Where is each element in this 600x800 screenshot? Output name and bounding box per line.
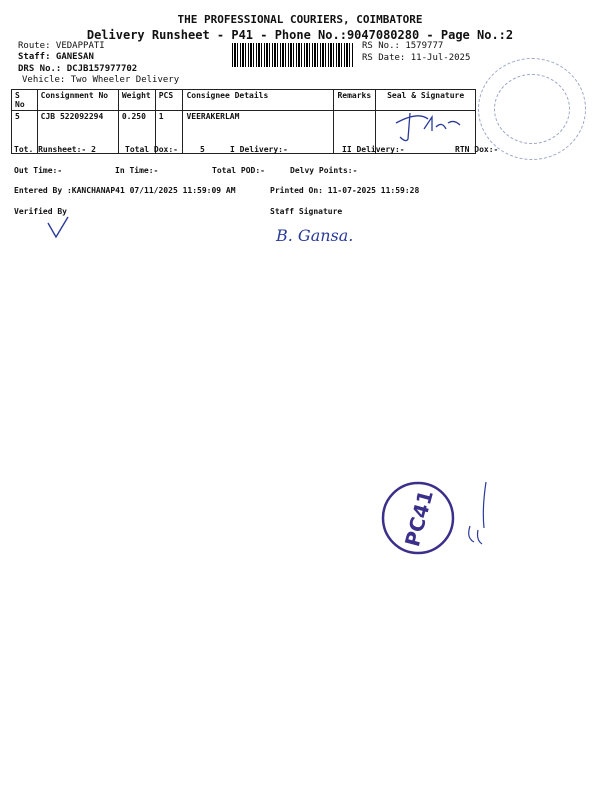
drs-number: DRS No.: DCJB157977702 xyxy=(18,64,138,74)
tot-runsheet: Tot. Runsheet:- 2 xyxy=(14,145,96,154)
total-dox-label: Total Dox:- xyxy=(125,145,178,154)
cell-sno: 5 xyxy=(12,111,38,154)
runsheet-subtitle: Delivery Runsheet - P41 - Phone No.:9047080280 - Page No.:2 xyxy=(86,28,514,42)
company-title: THE PROFESSIONAL COURIERS, COIMBATORE xyxy=(177,13,423,26)
col-sno: S No xyxy=(12,90,38,111)
col-seal-signature: Seal & Signature xyxy=(376,90,476,111)
out-time: Out Time:- xyxy=(14,166,63,175)
cell-consignment: CJB 522092294 xyxy=(37,111,118,154)
staff-signature-label: Staff Signature xyxy=(270,207,343,216)
verified-tick-icon xyxy=(44,213,74,241)
delvy-points: Delvy Points:- xyxy=(290,166,358,175)
rtn-dox: RTN Dox:- xyxy=(455,145,499,154)
i-delivery: I Delivery:- xyxy=(230,145,288,154)
rs-date: RS Date: 11-Jul-2025 xyxy=(362,53,471,63)
col-remarks: Remarks xyxy=(334,90,376,111)
ii-delivery: II Delivery:- xyxy=(342,145,405,154)
cell-consignee: VEERAKERLAM xyxy=(183,111,334,154)
verified-by-label: Verified By xyxy=(14,207,67,216)
total-dox-value: 5 xyxy=(200,145,205,154)
route-label: Route: VEDAPPATI xyxy=(18,41,105,51)
office-seal-inner xyxy=(494,74,570,144)
pc41-stamp-text: PC41 xyxy=(399,487,438,549)
col-weight: Weight xyxy=(118,90,155,111)
staff-label: Staff: GANESAN xyxy=(18,52,94,62)
barcode xyxy=(232,43,354,67)
col-consignment: Consignment No xyxy=(37,90,118,111)
cell-weight: 0.250 xyxy=(118,111,155,154)
rs-number: RS No.: 1579777 xyxy=(362,41,444,51)
printed-on: Printed On: 11-07-2025 11:59:28 xyxy=(270,186,420,195)
pc41-stamp xyxy=(378,478,458,558)
staff-handwritten-signature: B. Gansa. xyxy=(276,226,354,245)
total-pod: Total POD:- xyxy=(212,166,265,175)
col-pcs: PCS xyxy=(155,90,183,111)
handwritten-mark xyxy=(460,478,500,550)
in-time: In Time:- xyxy=(115,166,159,175)
cell-pcs: 1 xyxy=(155,111,183,154)
entered-by: Entered By :KANCHANAP41 07/11/2025 11:59:09 AM xyxy=(14,186,236,195)
recipient-signature xyxy=(388,103,468,145)
vehicle-label: Vehicle: Two Wheeler Delivery xyxy=(22,75,180,85)
col-consignee: Consignee Details xyxy=(183,90,334,111)
